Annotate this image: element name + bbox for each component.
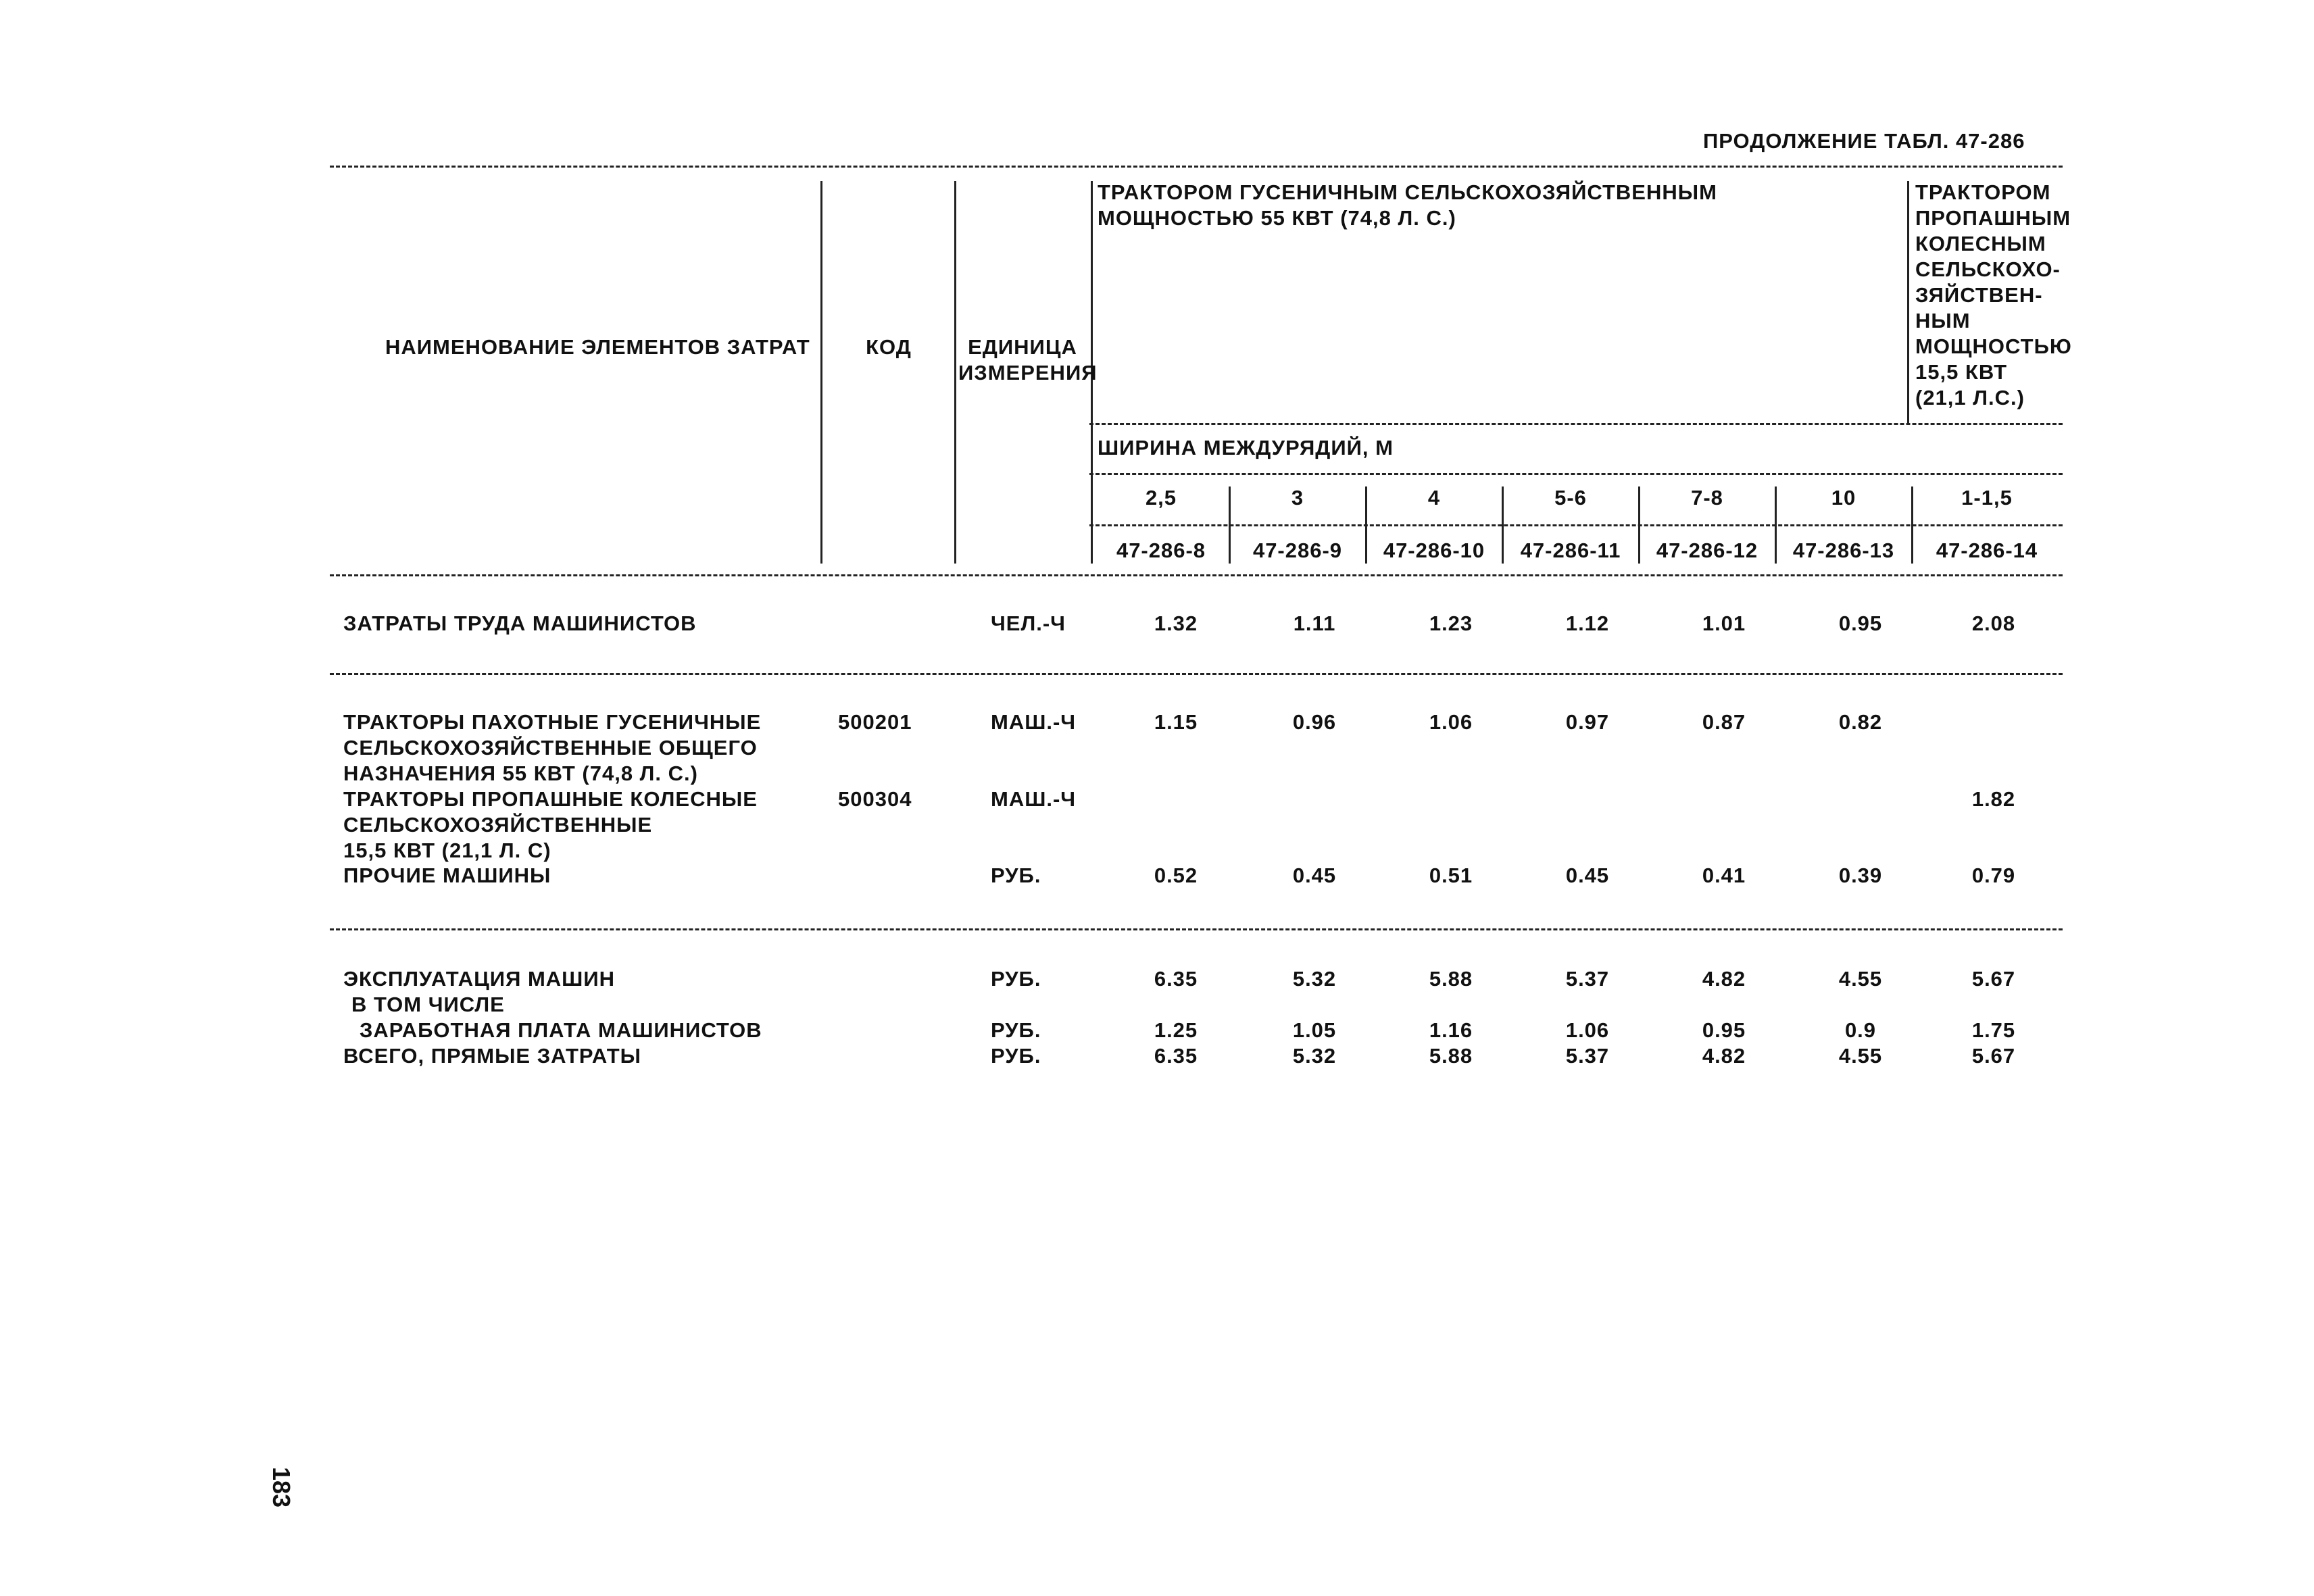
group-divider-rule (1089, 423, 2063, 425)
value-cell: 1.75 (1971, 1018, 2016, 1042)
value-cell: 0.95 (1838, 612, 1883, 635)
width-value: 5-6 (1554, 486, 1587, 509)
table-continuation-caption: ПРОДОЛЖЕНИЕ ТАБЛ. 47-286 (1703, 129, 2025, 153)
row-code: 500201 (838, 710, 912, 734)
value-cell: 1.32 (1154, 612, 1198, 635)
group-b-line: ЗЯЙСТВЕН- (1915, 283, 2043, 307)
row-unit: РУБ. (991, 967, 1041, 991)
col-header-unit-1: ЕДИНИЦА (968, 335, 1077, 359)
group-a-title-1: ТРАКТОРОМ ГУСЕНИЧНЫМ СЕЛЬСКОХОЗЯЙСТВЕННЫМ (1098, 180, 1717, 204)
value-cell: 1.82 (1971, 787, 2016, 811)
row-name: ВСЕГО, ПРЯМЫЕ ЗАТРАТЫ (343, 1044, 641, 1068)
page-number: 183 (268, 1466, 296, 1508)
value-cell: 1.06 (1429, 710, 1473, 734)
group-b-line: ТРАКТОРОМ (1915, 180, 2051, 204)
value-cell: 1.12 (1565, 612, 1610, 635)
value-cell: 0.39 (1838, 864, 1883, 887)
group-b-line: 15,5 КВТ (1915, 360, 2008, 384)
col-divider-group-b (1907, 181, 1909, 423)
value-cell: 5.88 (1429, 1044, 1473, 1068)
group-b-line: НЫМ (1915, 309, 1971, 332)
widths-rule (1089, 524, 2063, 526)
value-cell: 4.55 (1838, 1044, 1883, 1068)
group-b-line: СЕЛЬСКОХО- (1915, 257, 2061, 281)
value-cell: 6.35 (1154, 967, 1198, 991)
group-b-title (1915, 180, 2072, 411)
row-name: ЗАТРАТЫ ТРУДА МАШИНИСТОВ (343, 612, 697, 635)
row-unit: МАШ.-Ч (991, 710, 1077, 734)
group-b-line: МОЩНОСТЬЮ (1915, 334, 2072, 358)
col-divider-name (820, 181, 822, 564)
header-bottom-rule (330, 574, 2063, 576)
value-cell: 6.35 (1154, 1044, 1198, 1068)
row-name-line: СЕЛЬСКОХОЗЯЙСТВЕННЫЕ (343, 813, 653, 837)
value-cell: 0.82 (1838, 710, 1883, 734)
value-cell: 0.97 (1565, 710, 1610, 734)
value-cell: 0.9 (1844, 1018, 1877, 1042)
row-name-line: ТРАКТОРЫ ПАХОТНЫЕ ГУСЕНИЧНЫЕ (343, 710, 762, 734)
value-cell: 1.15 (1154, 710, 1198, 734)
row-code: 500304 (838, 787, 912, 811)
value-cell: 1.11 (1293, 612, 1336, 635)
value-cell: 0.45 (1565, 864, 1610, 887)
row-unit: РУБ. (991, 864, 1041, 887)
value-cell: 0.41 (1702, 864, 1746, 887)
value-cell: 1.06 (1565, 1018, 1610, 1042)
column-code: 47-286-12 (1656, 539, 1758, 562)
column-code: 47-286-8 (1116, 539, 1206, 562)
value-cell: 1.23 (1429, 612, 1473, 635)
value-cell: 1.16 (1429, 1018, 1473, 1042)
section-rule-1 (330, 673, 2063, 675)
width-value: 3 (1291, 486, 1304, 509)
value-cell: 5.32 (1292, 967, 1337, 991)
value-cell: 0.95 (1702, 1018, 1746, 1042)
row-name-line: СЕЛЬСКОХОЗЯЙСТВЕННЫЕ ОБЩЕГО (343, 736, 758, 759)
value-cell: 5.37 (1565, 1044, 1610, 1068)
value-cell: 5.67 (1971, 967, 2016, 991)
col-header-name: НАИМЕНОВАНИЕ ЭЛЕМЕНТОВ ЗАТРАТ (385, 335, 810, 359)
col-header-code: КОД (866, 335, 912, 359)
width-value: 1-1,5 (1961, 486, 2013, 509)
group-b-line: (21,1 Л.С.) (1915, 386, 2025, 409)
value-cell: 1.01 (1702, 612, 1746, 635)
value-cell: 0.87 (1702, 710, 1746, 734)
group-b-line: ПРОПАШНЫМ (1915, 206, 2071, 230)
value-cell: 0.79 (1971, 864, 2016, 887)
row-unit: МАШ.-Ч (991, 787, 1077, 811)
column-code: 47-286-14 (1936, 539, 2038, 562)
col-header-unit-2: ИЗМЕРЕНИЯ (958, 361, 1098, 384)
column-code: 47-286-9 (1252, 539, 1343, 562)
column-code: 47-286-13 (1792, 539, 1895, 562)
row-name: ПРОЧИЕ МАШИНЫ (343, 864, 551, 887)
value-cell: 5.88 (1429, 967, 1473, 991)
row-unit: РУБ. (991, 1018, 1041, 1042)
value-cell: 0.51 (1429, 864, 1473, 887)
row-name-line: ТРАКТОРЫ ПРОПАШНЫЕ КОЛЕСНЫЕ (343, 787, 758, 811)
row-name-line: НАЗНАЧЕНИЯ 55 КВТ (74,8 Л. С.) (343, 762, 698, 785)
width-value: 10 (1831, 486, 1856, 509)
column-code: 47-286-10 (1383, 539, 1485, 562)
value-cell: 0.45 (1292, 864, 1337, 887)
value-cell: 1.25 (1154, 1018, 1198, 1042)
value-cell: 4.55 (1838, 967, 1883, 991)
value-cell: 4.82 (1702, 967, 1746, 991)
value-cell: 5.67 (1971, 1044, 2016, 1068)
section-rule-2 (330, 928, 2063, 930)
width-value: 2,5 (1145, 486, 1177, 509)
row-name-including: В ТОМ ЧИСЛЕ (351, 993, 505, 1016)
value-cell: 0.52 (1154, 864, 1198, 887)
header-top-rule (330, 166, 2063, 168)
value-cell: 2.08 (1971, 612, 2016, 635)
col-divider-code (954, 181, 956, 564)
group-b-line: КОЛЕСНЫМ (1915, 232, 2046, 255)
width-label-rule (1089, 473, 2063, 475)
value-cell: 4.82 (1702, 1044, 1746, 1068)
row-name-line: 15,5 КВТ (21,1 Л. С) (343, 839, 551, 862)
width-value: 4 (1427, 486, 1441, 509)
width-value: 7-8 (1691, 486, 1723, 509)
value-cell: 5.37 (1565, 967, 1610, 991)
row-unit: РУБ. (991, 1044, 1041, 1068)
group-a-title-2: МОЩНОСТЬЮ 55 КВТ (74,8 Л. С.) (1098, 206, 1456, 230)
row-unit: ЧЕЛ.-Ч (991, 612, 1066, 635)
column-code: 47-286-11 (1520, 539, 1621, 562)
row-name: ЭКСПЛУАТАЦИЯ МАШИН (343, 967, 616, 991)
value-cell: 5.32 (1292, 1044, 1337, 1068)
value-cell: 1.05 (1292, 1018, 1337, 1042)
width-label: ШИРИНА МЕЖДУРЯДИЙ, М (1098, 436, 1394, 459)
row-name: ЗАРАБОТНАЯ ПЛАТА МАШИНИСТОВ (360, 1018, 762, 1042)
value-cell: 0.96 (1292, 710, 1337, 734)
